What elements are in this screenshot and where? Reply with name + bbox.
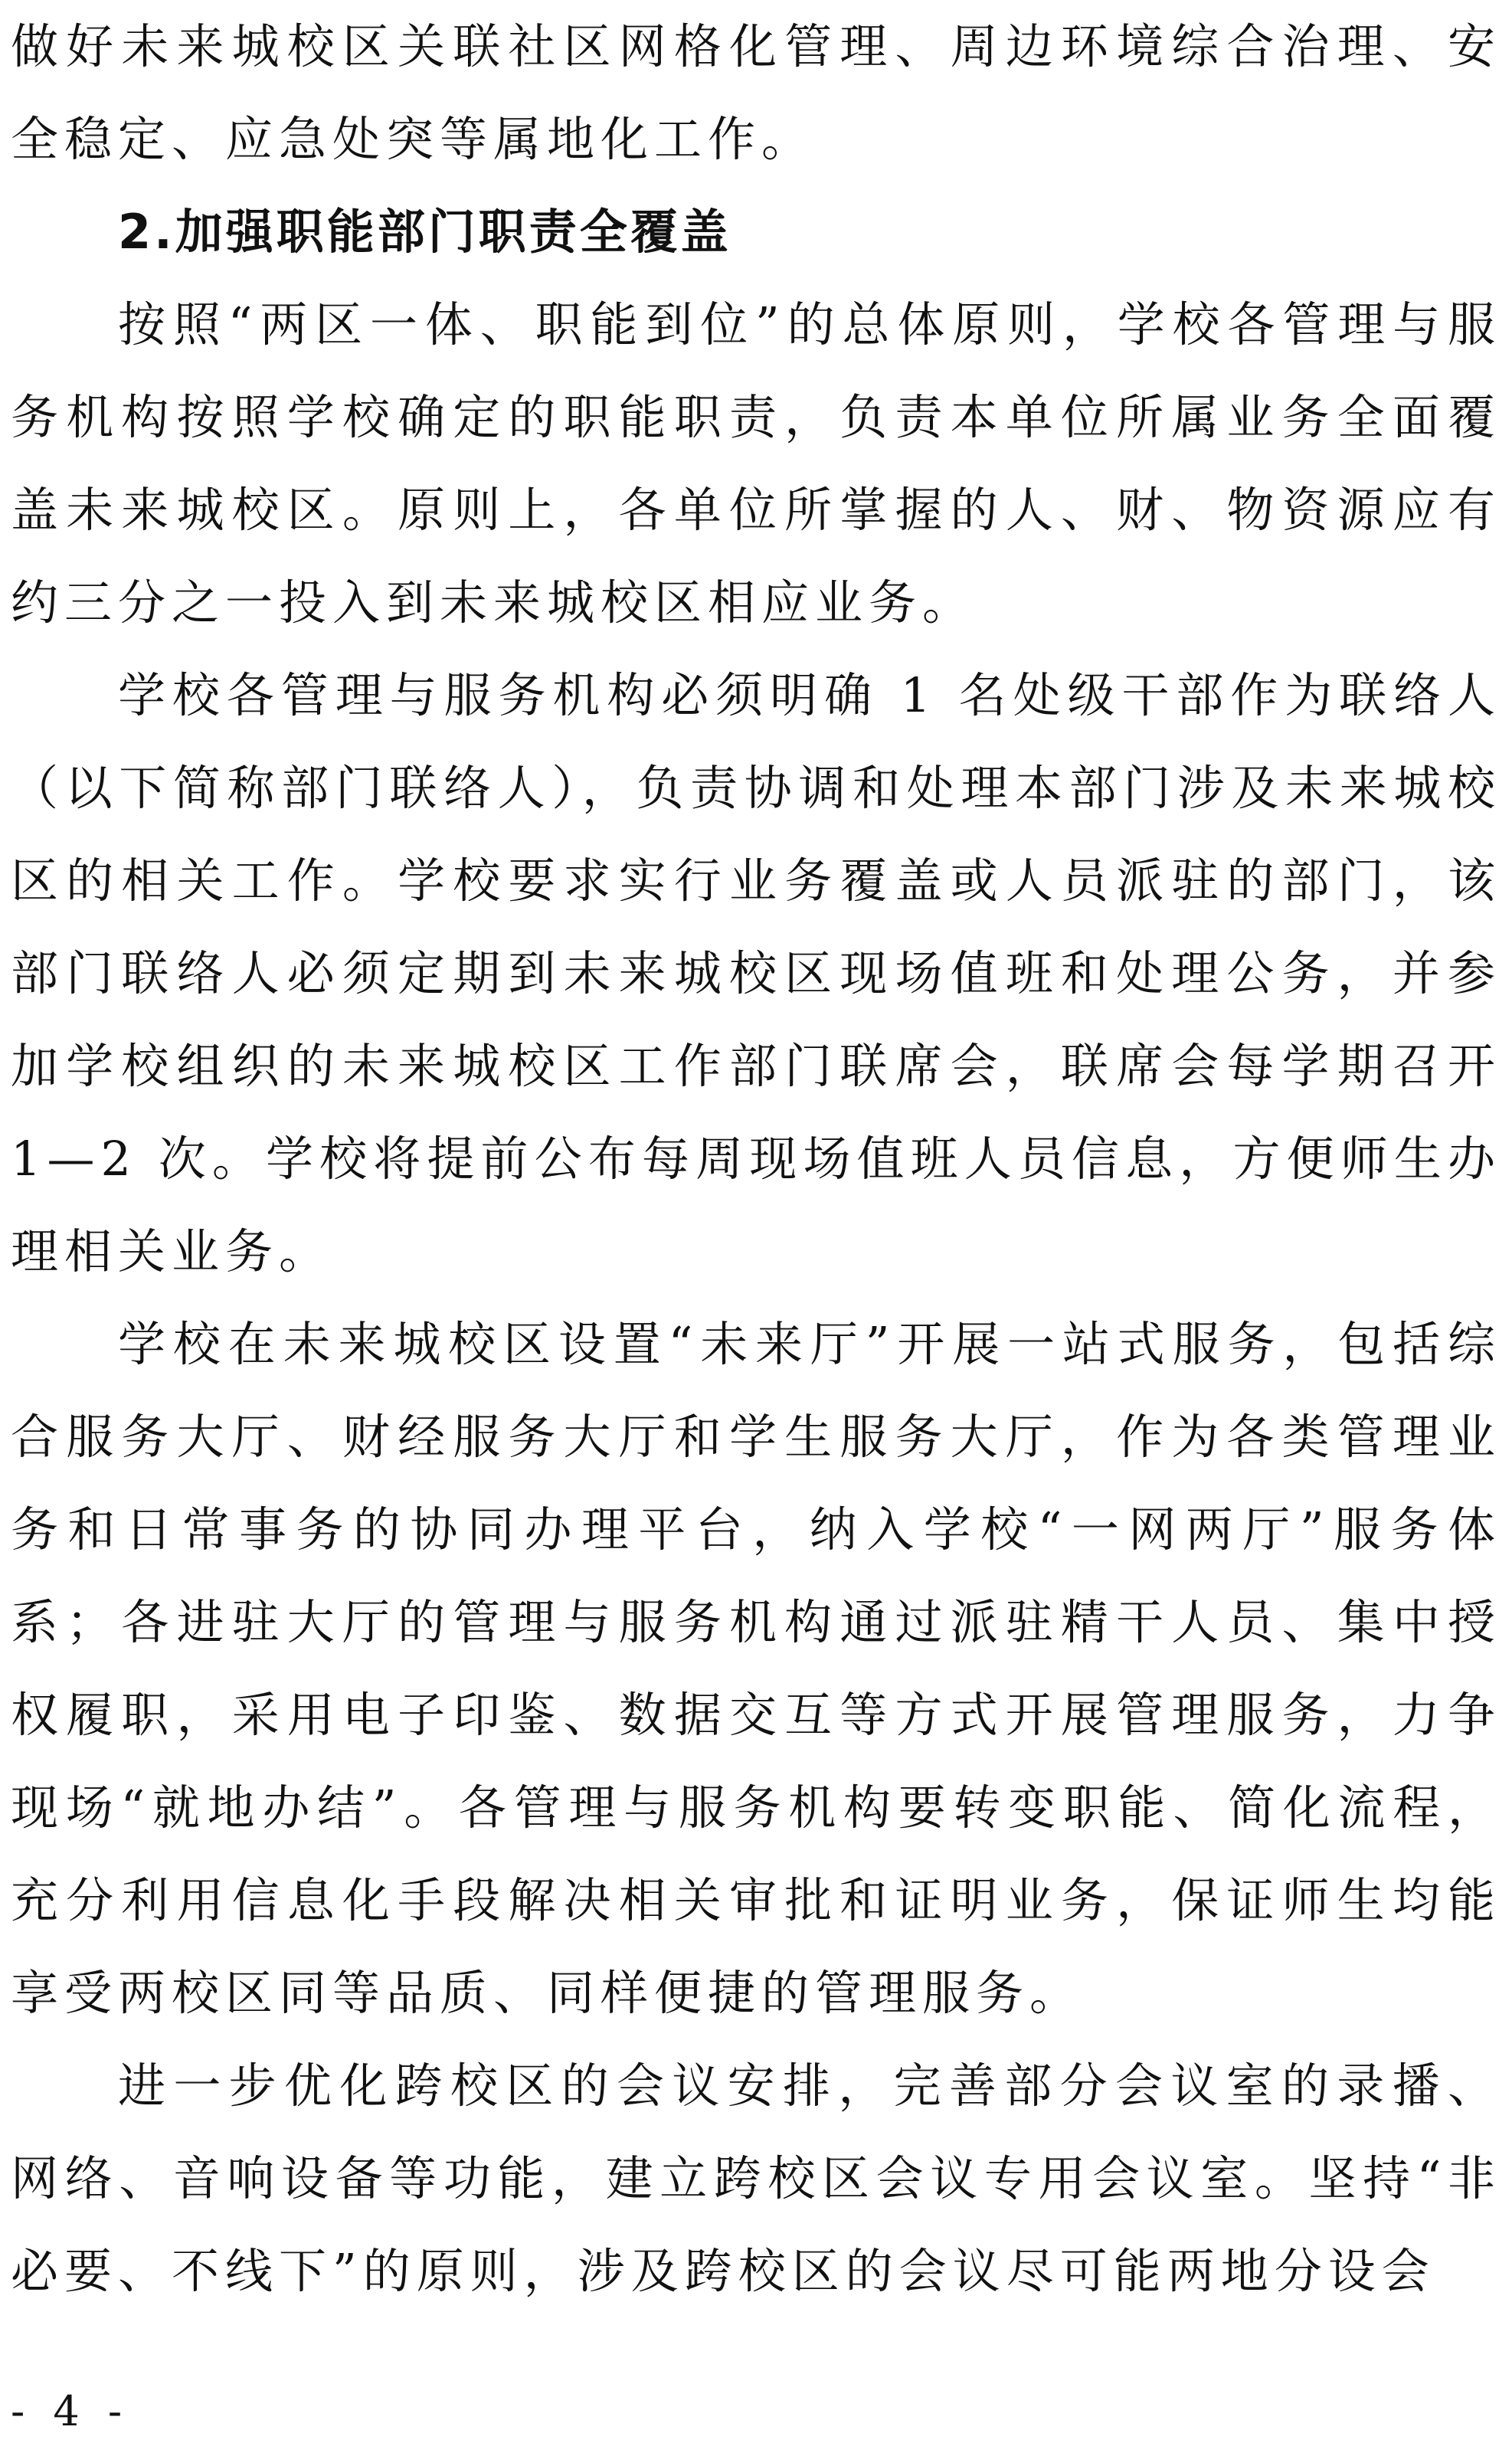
- paragraph-liaison: 学校各管理与服务机构必须明确 1 名处级干部作为联络人（以下简称部门联络人），负责协调和处理本部门涉及未来城校区的相关工作。学校要求实行业务覆盖或人员派驻的部门，该部门联络人必须定期到未来城校区现场值班和处理公务，并参加学校组织的未来城校区工作部门联席会，联席会每学期召开 1—2 次。学校将提前公布每周现场值班人员信息，方便师生办理相关业务。: [11, 667, 1501, 1279]
- paragraph-meetings: 进一步优化跨校区的会议安排，完善部分会议室的录播、网络、音响设备等功能，建立跨校区会议专用会议室。坚持“非必要、不线下”的原则，涉及跨校区的会议尽可能两地分设会: [11, 2058, 1501, 2299]
- document-body: [11, 0, 1501, 2317]
- paragraph-principle: 按照“两区一体、职能到位”的总体原则，学校各管理与服务机构按照学校确定的职能职责，负责本单位所属业务全面覆盖未来城校区。原则上，各单位所掌握的人、财、物资源应有约三分之一投入到未来城校区相应业务。: [11, 296, 1501, 630]
- page-number: - 4 -: [11, 2387, 130, 2435]
- section-heading: 2.加强职能部门职责全覆盖: [118, 204, 731, 260]
- paragraph-service-hall: 学校在未来城校区设置“未来厅”开展一站式服务，包括综合服务大厅、财经服务大厅和学生服务大厅，作为各类管理业务和日常事务的协同办理平台，纳入学校“一网两厅”服务体系；各进驻大厅的管理与服务机构通过派驻精干人员、集中授权履职，采用电子印鉴、数据交互等方式开展管理服务，力争现场“就地办结”。各管理与服务机构要转变职能、简化流程，充分利用信息化手段解决相关审批和证明业务，保证师生均能享受两校区同等品质、同样便捷的管理服务。: [11, 1316, 1501, 2021]
- paragraph-continued: 做好未来城校区关联社区网格化管理、周边环境综合治理、安全稳定、应急处突等属地化工作。: [11, 18, 1501, 167]
